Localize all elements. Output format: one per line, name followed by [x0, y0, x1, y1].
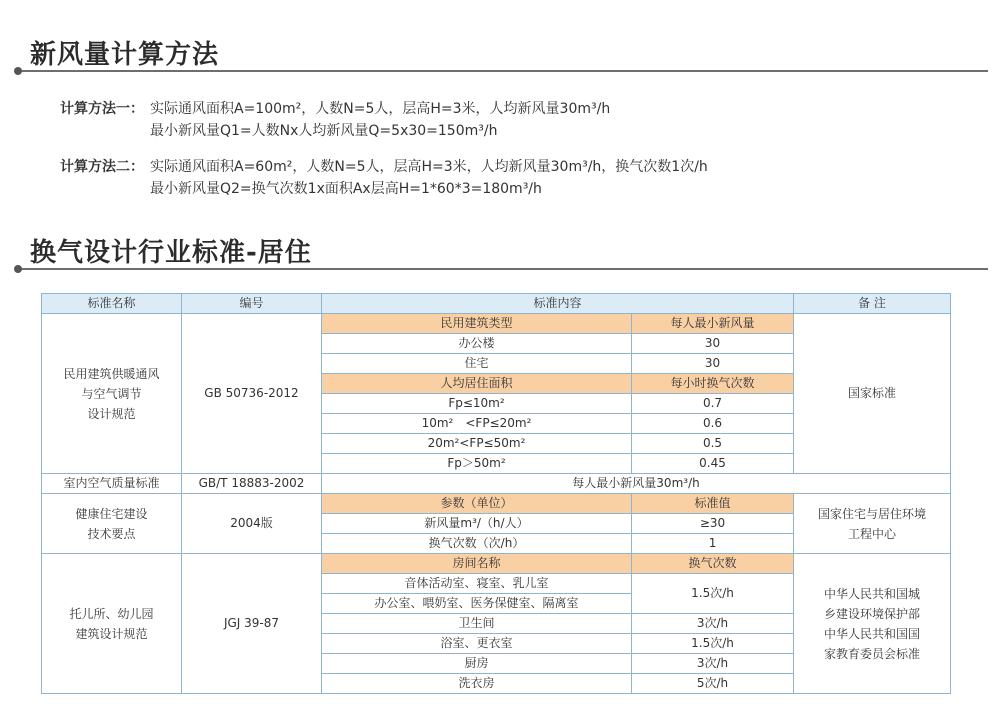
table-cell: 0.45	[632, 454, 794, 474]
table-cell: 办公室、喂奶室、医务保健室、隔离室	[322, 594, 632, 614]
table-row	[42, 314, 951, 334]
std1-subheader-rate: 每小时换气次数	[632, 374, 794, 394]
table-cell: 20m²<FP≤50m²	[322, 434, 632, 454]
ventilation-standards-table	[41, 293, 951, 694]
table-cell: 1.5次/h	[632, 574, 794, 614]
std4-note: 中华人民共和国城 乡建设环境保护部 中华人民共和国国 家教育委员会标准	[794, 554, 951, 694]
table-cell: ≥30	[632, 514, 794, 534]
table-cell: 5次/h	[632, 674, 794, 694]
method-one-line1: 实际通风面积A=100m²，人数N=5人，层高H=3米，人均新风量30m³/h	[150, 101, 611, 117]
table-cell: 10m² <FP≤20m²	[322, 414, 632, 434]
std1-subheader-type: 民用建筑类型	[322, 314, 632, 334]
method-one-label: 计算方法一：	[60, 101, 144, 117]
table-row	[42, 474, 951, 494]
divider-dot	[14, 265, 22, 273]
table-cell: 1.5次/h	[632, 634, 794, 654]
std3-subheader-param: 参数（单位）	[322, 494, 632, 514]
table-cell: 浴室、更衣室	[322, 634, 632, 654]
table-cell: Fp＞50m²	[322, 454, 632, 474]
table-row	[42, 554, 951, 574]
table-row	[42, 494, 951, 514]
std1-subheader-min-air: 每人最小新风量	[632, 314, 794, 334]
table-cell: 卫生间	[322, 614, 632, 634]
table-cell: 音体活动室、寝室、乳儿室	[322, 574, 632, 594]
method-two-line1: 实际通风面积A=60m²，人数N=5人，层高H=3米，人均新风量30m³/h，换气次数1次/h	[150, 159, 708, 175]
std3-code: 2004版	[182, 494, 322, 554]
table-cell: 新风量m³/（h/人）	[322, 514, 632, 534]
std4-subheader-room: 房间名称	[322, 554, 632, 574]
table-cell: 办公楼	[322, 334, 632, 354]
std3-note: 国家住宅与居住环境 工程中心	[794, 494, 951, 554]
method-one-line2: 最小新风量Q1=人数Nx人均新风量Q=5x30=150m³/h	[150, 123, 498, 139]
divider-dot	[14, 67, 22, 75]
std1-note: 国家标准	[794, 314, 951, 474]
std1-code: GB 50736-2012	[182, 314, 322, 474]
std1-name: 民用建筑供暖通风 与空气调节 设计规范	[42, 314, 182, 474]
table-header-row	[42, 294, 951, 314]
section-divider	[18, 70, 988, 72]
std3-subheader-value: 标准值	[632, 494, 794, 514]
table-cell: 1	[632, 534, 794, 554]
method-two-label: 计算方法二：	[60, 159, 144, 175]
std2-name: 室内空气质量标准	[42, 474, 182, 494]
table-cell: 3次/h	[632, 614, 794, 634]
table-cell: 30	[632, 354, 794, 374]
method-two-line2: 最小新风量Q2=换气次数1x面积Ax层高H=1*60*3=180m³/h	[150, 181, 542, 197]
section-divider	[18, 268, 988, 270]
table-cell: 洗衣房	[322, 674, 632, 694]
std1-subheader-area: 人均居住面积	[322, 374, 632, 394]
table-cell: 0.7	[632, 394, 794, 414]
header-code: 编号	[182, 294, 322, 314]
std4-subheader-rate: 换气次数	[632, 554, 794, 574]
std2-content: 每人最小新风量30m³/h	[322, 474, 951, 494]
header-standard-name: 标准名称	[42, 294, 182, 314]
table-cell: 0.6	[632, 414, 794, 434]
std4-code: JGJ 39-87	[182, 554, 322, 694]
table-cell: 0.5	[632, 434, 794, 454]
table-cell: 厨房	[322, 654, 632, 674]
std4-name: 托儿所、幼儿园 建筑设计规范	[42, 554, 182, 694]
section-title-ventilation: 换气设计行业标准-居住	[30, 238, 312, 268]
table-cell: 住宅	[322, 354, 632, 374]
table-cell: 30	[632, 334, 794, 354]
section-title-fresh-air: 新风量计算方法	[30, 40, 220, 70]
table-cell: 换气次数（次/h）	[322, 534, 632, 554]
header-content: 标准内容	[322, 294, 794, 314]
table-cell: Fp≤10m²	[322, 394, 632, 414]
std2-code: GB/T 18883-2002	[182, 474, 322, 494]
table-cell: 3次/h	[632, 654, 794, 674]
std3-name: 健康住宅建设 技术要点	[42, 494, 182, 554]
header-note: 备 注	[794, 294, 951, 314]
